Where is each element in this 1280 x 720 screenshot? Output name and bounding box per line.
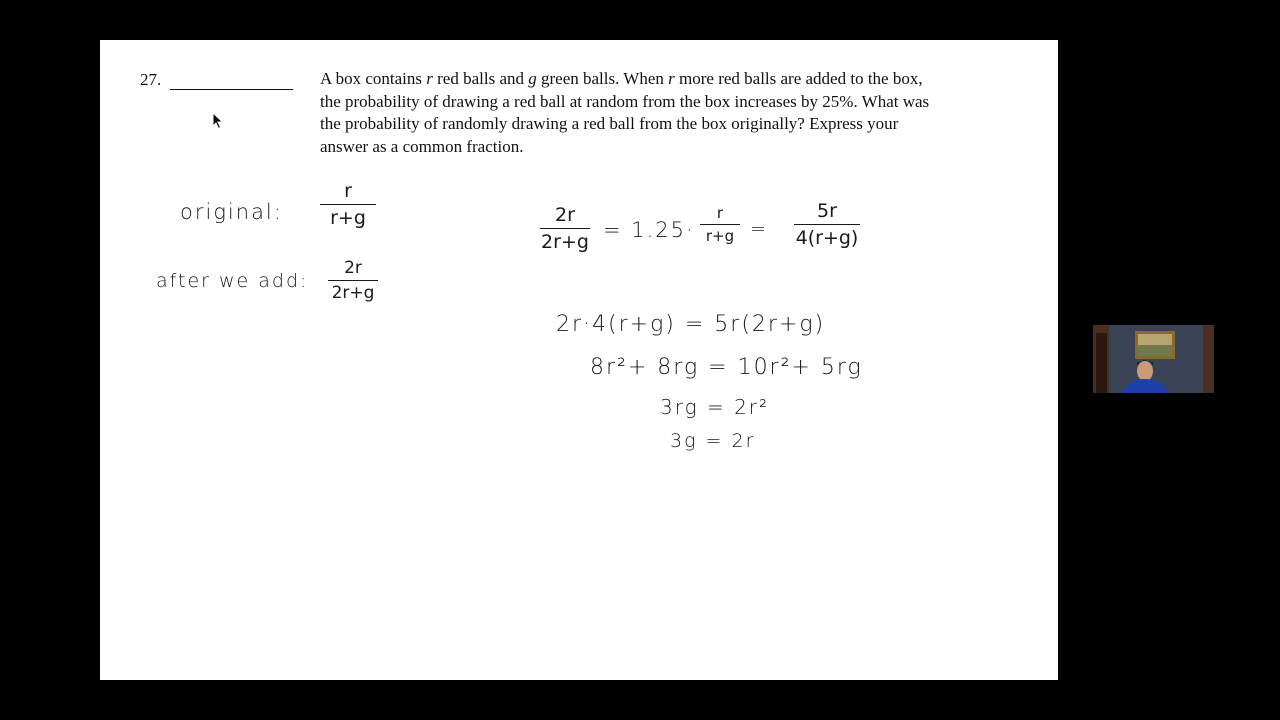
equation-line-2: 2r·4(r+g) = 5r(2r+g) — [556, 312, 826, 337]
fraction-bar — [328, 280, 378, 281]
fraction-denominator: 4(r+g) — [795, 227, 859, 249]
fraction-denominator: r+g — [330, 207, 366, 229]
fraction-bar — [700, 224, 740, 225]
equation-line-5: 3g = 2r — [670, 430, 756, 452]
webcam-feed — [1093, 325, 1214, 393]
fraction-denominator: 2r+g — [541, 231, 589, 253]
eq1-mid-fraction — [700, 204, 740, 245]
fraction-numerator: 5r — [817, 200, 837, 222]
problem-text-part: more red balls are added to the box, the probability of drawing a red ball at random from the box increases by 25%. What was the probability of randomly drawing a red ball from the box originally? Express your answer as a common fraction. — [320, 69, 930, 156]
fraction-bar — [794, 224, 860, 225]
original-fraction — [320, 180, 376, 229]
fraction-numerator: 2r — [555, 204, 575, 226]
original-label: original: — [180, 200, 283, 224]
fraction-denominator: r+g — [705, 227, 735, 245]
after-label: after we add: — [156, 270, 309, 292]
eq1-lhs-fraction — [540, 204, 590, 253]
equation-line-4: 3rg = 2r² — [660, 395, 770, 419]
fraction-bar — [540, 228, 590, 229]
problem-number: 27. — [140, 70, 162, 89]
answer-blank — [170, 89, 293, 90]
worksheet-page — [100, 40, 1058, 680]
problem-text — [320, 68, 932, 158]
variable-r: r — [668, 69, 675, 88]
variable-g: g — [528, 69, 537, 88]
after-fraction — [328, 258, 378, 303]
fraction-denominator: 2r+g — [331, 283, 375, 303]
variable-r: r — [426, 69, 433, 88]
webcam-video-overlay — [1093, 325, 1214, 393]
fraction-numerator: r — [344, 180, 352, 202]
mouse-cursor-icon — [212, 112, 224, 130]
eq1-multiplier: = 1.25· — [603, 218, 695, 242]
equation-line-3: 8r²+ 8rg = 10r²+ 5rg — [590, 355, 863, 380]
fraction-numerator: r — [716, 204, 724, 222]
fraction-numerator: 2r — [344, 258, 362, 278]
problem-text-part: red balls and — [432, 69, 529, 88]
problem-text-part: A box contains — [320, 69, 427, 88]
problem-text-part: green balls. When — [536, 69, 669, 88]
eq1-rhs-fraction — [794, 200, 860, 249]
fraction-bar — [320, 204, 376, 205]
eq1-equals: = — [750, 218, 768, 240]
